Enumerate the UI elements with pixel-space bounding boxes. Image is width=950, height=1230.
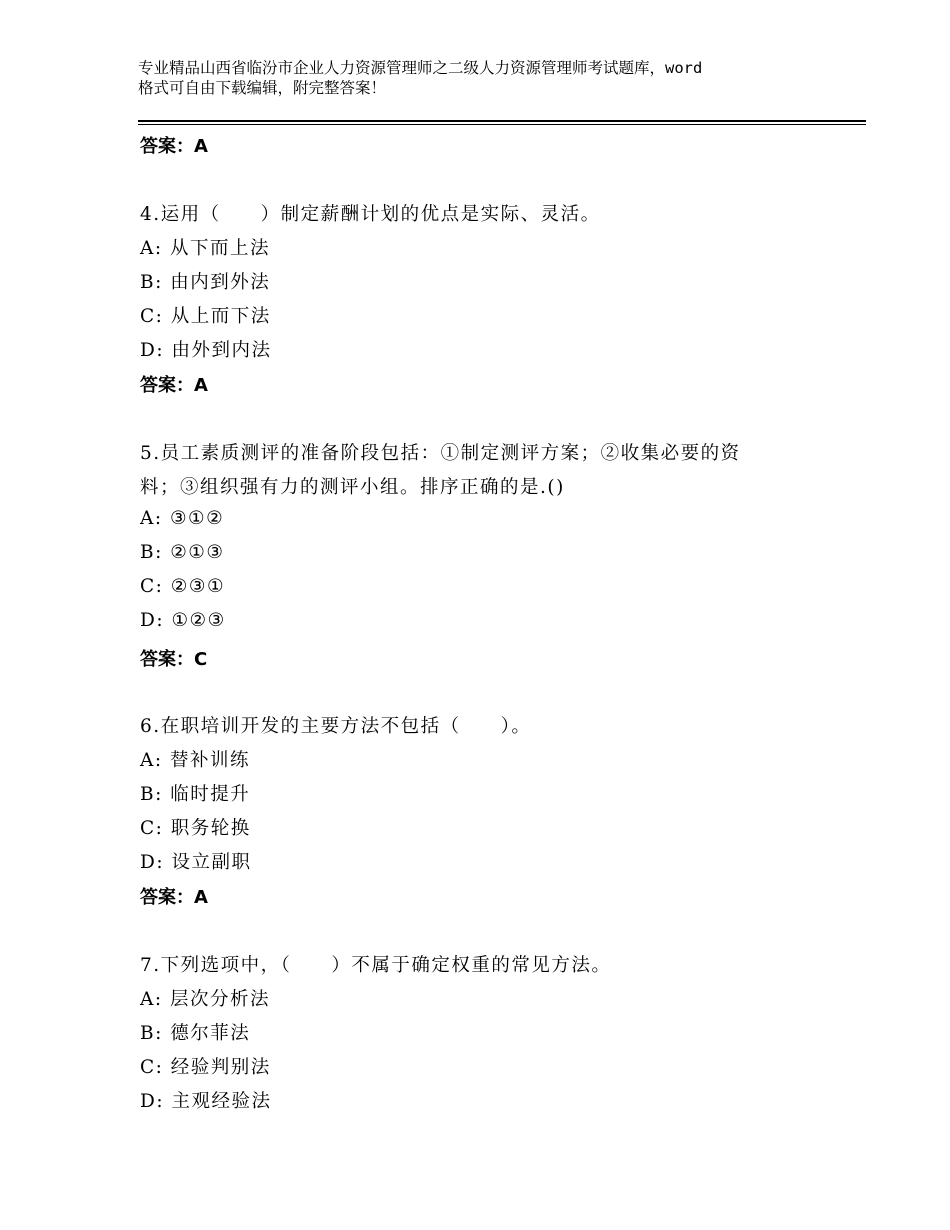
question-6-option-d: D: 设立副职 <box>140 852 252 873</box>
answer-q6: 答案：A <box>140 887 208 908</box>
question-4-option-a: A: 从下而上法 <box>140 238 270 259</box>
question-7-option-a: A: 层次分析法 <box>140 989 270 1010</box>
header-title-line-1: 专业精品山西省临汾市企业人力资源管理师之二级人力资源管理师考试题库，word <box>138 59 703 77</box>
question-7-stem: 7.下列选项中，（ ）不属于确定权重的常见方法。 <box>140 955 612 976</box>
question-6-option-b: B: 临时提升 <box>140 784 251 805</box>
header-rule-thick <box>138 120 866 122</box>
question-4-option-d: D: 由外到内法 <box>140 340 272 361</box>
question-7-option-d: D: 主观经验法 <box>140 1091 272 1112</box>
question-4-option-c: C: 从上而下法 <box>140 306 271 327</box>
question-5-option-c: C: ②③① <box>140 576 226 597</box>
question-7-option-c: C: 经验判别法 <box>140 1057 271 1078</box>
question-4-stem: 4.运用（ ）制定薪酬计划的优点是实际、灵活。 <box>140 204 601 225</box>
question-5-option-b: B: ②①③ <box>140 542 225 563</box>
question-4-option-b: B: 由内到外法 <box>140 272 271 293</box>
answer-q5: 答案：C <box>140 649 208 670</box>
header-title-line-2: 格式可自由下载编辑，附完整答案！ <box>138 79 387 97</box>
document-header <box>138 58 838 98</box>
question-5-stem-line-1: 5.员工素质测评的准备阶段包括：①制定测评方案；②收集必要的资 <box>140 443 741 464</box>
answer-q4: 答案：A <box>140 375 208 396</box>
question-5-stem-line-2: 料；③组织强有力的测评小组。排序正确的是.() <box>140 477 565 498</box>
question-7-option-b: B: 德尔菲法 <box>140 1023 251 1044</box>
question-6-option-a: A: 替补训练 <box>140 750 250 771</box>
question-5-option-d: D: ①②③ <box>140 610 226 631</box>
header-rule-thin <box>138 124 866 125</box>
answer-q3: 答案：A <box>140 136 208 157</box>
question-6-option-c: C: 职务轮换 <box>140 818 251 839</box>
question-5-option-a: A: ③①② <box>140 508 225 529</box>
question-6-stem: 6.在职培训开发的主要方法不包括（ ）。 <box>140 716 532 737</box>
